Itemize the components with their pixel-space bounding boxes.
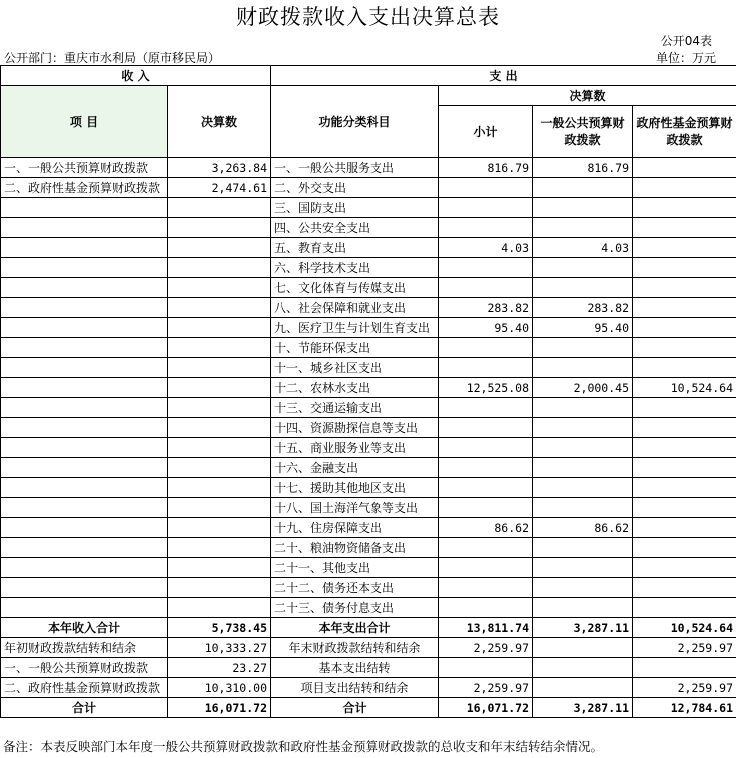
func-category-cell: 六、科学技术支出 [271,258,439,278]
subtotal-cell: 12,525.08 [439,378,533,398]
income-amount-cell [168,258,271,278]
income-item-cell [1,378,168,398]
general-budget-cell: 283.82 [533,298,633,318]
general-budget-cell [533,338,633,358]
income-item-cell [1,298,168,318]
subtotal-cell: 2,259.97 [439,638,533,658]
income-item-cell [1,418,168,438]
general-budget-cell [533,478,633,498]
func-category-cell: 二十一、其他支出 [271,558,439,578]
subtotal-cell [439,178,533,198]
subtotal-cell [439,578,533,598]
gov-fund-cell [633,538,736,558]
income-item-cell: 二、政府性基金预算财政拨款 [1,178,168,198]
func-category-cell: 二十二、债务还本支出 [271,578,439,598]
header-item: 项 目 [1,86,168,158]
func-category-cell: 七、文化体育与传媒支出 [271,278,439,298]
subtotal-cell [439,498,533,518]
income-item-cell [1,578,168,598]
general-budget-cell: 816.79 [533,158,633,178]
table-row [1,198,736,218]
table-row [1,358,736,378]
income-item-cell: 一、一般公共预算财政拨款 [1,158,168,178]
table-row [1,518,736,538]
general-budget-cell [533,198,633,218]
general-budget-cell [533,418,633,438]
income-item-cell [1,278,168,298]
income-amount-cell [168,378,271,398]
income-amount-cell: 10,310.00 [168,678,271,698]
gov-fund-cell: 10,524.64 [633,378,736,398]
gov-fund-cell [633,298,736,318]
func-category-cell: 十四、资源勘探信息等支出 [271,418,439,438]
func-category-cell: 十六、金融支出 [271,458,439,478]
general-budget-cell [533,358,633,378]
income-amount-cell [168,578,271,598]
subtotal-cell [439,598,533,618]
func-category-cell: 十五、商业服务业等支出 [271,438,439,458]
gov-fund-cell [633,158,736,178]
income-amount-cell [168,558,271,578]
income-item-cell [1,258,168,278]
func-category-cell: 四、公共安全支出 [271,218,439,238]
subtotal-cell [439,658,533,678]
gov-fund-cell [633,178,736,198]
form-number: 公开04表 [660,34,712,48]
total-row [1,618,736,638]
general-budget-cell [533,598,633,618]
grand-total-label-right: 合计 [271,698,439,718]
subtotal-cell [439,258,533,278]
gov-fund-cell [633,238,736,258]
general-budget-cell [533,498,633,518]
subtotal-cell [439,398,533,418]
general-budget-cell [533,658,633,678]
grand-total-gov-fund: 12,784.61 [633,698,736,718]
income-total-label: 本年收入合计 [1,618,168,638]
table-row [1,678,736,698]
gov-fund-cell [633,258,736,278]
subtotal-cell [439,538,533,558]
expense-total-general: 3,287.11 [533,618,633,638]
income-amount-cell [168,438,271,458]
income-amount-cell [168,298,271,318]
income-item-cell [1,458,168,478]
func-category-cell: 十一、城乡社区支出 [271,358,439,378]
expense-total-subtotal: 13,811.74 [439,618,533,638]
header-final2: 决算数 [439,86,736,106]
grand-total-subtotal: 16,071.72 [439,698,533,718]
func-category-cell: 项目支出结转和结余 [271,678,439,698]
gov-fund-cell: 2,259.97 [633,678,736,698]
income-amount-cell [168,518,271,538]
subtotal-cell [439,558,533,578]
income-amount-cell [168,598,271,618]
func-category-cell: 一、一般公共服务支出 [271,158,439,178]
table-row [1,638,736,658]
gov-fund-cell [633,338,736,358]
table-row [1,598,736,618]
subtotal-cell: 2,259.97 [439,678,533,698]
table-row [1,338,736,358]
general-budget-cell: 4.03 [533,238,633,258]
table-row [1,558,736,578]
general-budget-cell [533,578,633,598]
subtotal-cell [439,418,533,438]
gov-fund-cell [633,198,736,218]
income-item-cell [1,518,168,538]
table-row [1,658,736,678]
table-row [1,218,736,238]
func-category-cell: 九、医疗卫生与计划生育支出 [271,318,439,338]
gov-fund-cell [633,658,736,678]
income-item-cell [1,538,168,558]
gov-fund-cell [633,558,736,578]
header-gov-fund: 政府性基金预算财政拨款 [633,106,736,158]
func-category-cell: 十九、住房保障支出 [271,518,439,538]
header-final: 决算数 [168,86,271,158]
income-item-cell [1,198,168,218]
func-category-cell: 十七、援助其他地区支出 [271,478,439,498]
unit-label: 单位：万元 [655,51,716,65]
income-item-cell [1,238,168,258]
income-amount-cell [168,358,271,378]
gov-fund-cell [633,278,736,298]
general-budget-cell: 95.40 [533,318,633,338]
income-item-cell [1,478,168,498]
gov-fund-cell [633,518,736,538]
gov-fund-cell [633,358,736,378]
page-title: 财政拨款收入支出决算总表 [236,5,500,29]
gov-fund-cell [633,498,736,518]
table-row [1,158,736,178]
grand-total-label-left: 合计 [1,698,168,718]
income-item-cell: 一、一般公共预算财政拨款 [1,658,168,678]
general-budget-cell [533,258,633,278]
gov-fund-cell [633,318,736,338]
income-amount-cell: 23.27 [168,658,271,678]
income-item-cell [1,498,168,518]
table-row [1,238,736,258]
subtotal-cell [439,338,533,358]
table-row [1,298,736,318]
func-category-cell: 基本支出结转 [271,658,439,678]
income-item-cell: 年初财政拨款结转和结余 [1,638,168,658]
func-category-cell: 十三、交通运输支出 [271,398,439,418]
general-budget-cell [533,558,633,578]
general-budget-cell [533,538,633,558]
header-income: 收 入 [1,66,271,86]
general-budget-cell [533,218,633,238]
table-row [1,278,736,298]
table-row [1,538,736,558]
table-row [1,578,736,598]
income-item-cell [1,438,168,458]
table-row [1,398,736,418]
func-category-cell: 八、社会保障和就业支出 [271,298,439,318]
table-row [1,498,736,518]
func-category-cell: 三、国防支出 [271,198,439,218]
income-item-cell [1,398,168,418]
income-item-cell: 二、政府性基金预算财政拨款 [1,678,168,698]
general-budget-cell [533,178,633,198]
department-label: 公开部门：重庆市水利局（原市移民局） [4,51,221,65]
gov-fund-cell [633,218,736,238]
gov-fund-cell [633,418,736,438]
table-row [1,418,736,438]
func-category-cell: 二十、粮油物资储备支出 [271,538,439,558]
subtotal-cell: 283.82 [439,298,533,318]
table-row [1,318,736,338]
subtotal-cell [439,278,533,298]
income-item-cell [1,218,168,238]
income-amount-cell [168,238,271,258]
income-item-cell [1,338,168,358]
income-amount-cell [168,478,271,498]
gov-fund-cell: 2,259.97 [633,638,736,658]
gov-fund-cell [633,458,736,478]
income-amount-cell [168,498,271,518]
header-func: 功能分类科目 [271,86,439,158]
gov-fund-cell [633,478,736,498]
general-budget-cell [533,458,633,478]
income-amount-cell [168,458,271,478]
grand-total-row [1,698,736,718]
expense-total-label: 本年支出合计 [271,618,439,638]
income-amount-cell [168,218,271,238]
gov-fund-cell [633,598,736,618]
expense-total-gov-fund: 10,524.64 [633,618,736,638]
income-item-cell [1,558,168,578]
income-amount-cell: 3,263.84 [168,158,271,178]
func-category-cell: 五、教育支出 [271,238,439,258]
general-budget-cell: 86.62 [533,518,633,538]
table-row [1,178,736,198]
table-row [1,258,736,278]
func-category-cell: 年末财政拨款结转和结余 [271,638,439,658]
header-general: 一般公共预算财政拨款 [533,106,633,158]
income-item-cell [1,318,168,338]
general-budget-cell [533,638,633,658]
income-amount-cell: 2,474.61 [168,178,271,198]
subtotal-cell: 816.79 [439,158,533,178]
general-budget-cell: 2,000.45 [533,378,633,398]
subtotal-cell: 95.40 [439,318,533,338]
func-category-cell: 十、节能环保支出 [271,338,439,358]
general-budget-cell [533,398,633,418]
income-amount-cell [168,398,271,418]
income-amount-cell [168,418,271,438]
func-category-cell: 二十三、债务付息支出 [271,598,439,618]
subtotal-cell [439,218,533,238]
gov-fund-cell [633,438,736,458]
subtotal-cell [439,358,533,378]
subtotal-cell [439,458,533,478]
income-amount-cell [168,538,271,558]
income-amount-cell [168,198,271,218]
header-subtotal: 小计 [439,106,533,158]
gov-fund-cell [633,578,736,598]
income-total-value: 5,738.45 [168,618,271,638]
func-category-cell: 十八、国土海洋气象等支出 [271,498,439,518]
subtotal-cell [439,198,533,218]
header-expense: 支 出 [271,66,736,86]
income-amount-cell [168,278,271,298]
grand-total-general: 3,287.11 [533,698,633,718]
footnote: 备注：本表反映部门本年度一般公共预算财政拨款和政府性基金预算财政拨款的总收支和年末结转结余情况。 [3,739,604,754]
budget-table [0,65,736,718]
general-budget-cell [533,278,633,298]
table-row [1,438,736,458]
table-row [1,378,736,398]
income-item-cell [1,358,168,378]
gov-fund-cell [633,398,736,418]
income-amount-cell: 10,333.27 [168,638,271,658]
table-row [1,478,736,498]
subtotal-cell [439,438,533,458]
income-amount-cell [168,318,271,338]
func-category-cell: 二、外交支出 [271,178,439,198]
subtotal-cell: 4.03 [439,238,533,258]
table-row [1,458,736,478]
income-amount-cell [168,338,271,358]
grand-total-income: 16,071.72 [168,698,271,718]
income-item-cell [1,598,168,618]
general-budget-cell [533,438,633,458]
general-budget-cell [533,678,633,698]
func-category-cell: 十二、农林水支出 [271,378,439,398]
subtotal-cell [439,478,533,498]
subtotal-cell: 86.62 [439,518,533,538]
